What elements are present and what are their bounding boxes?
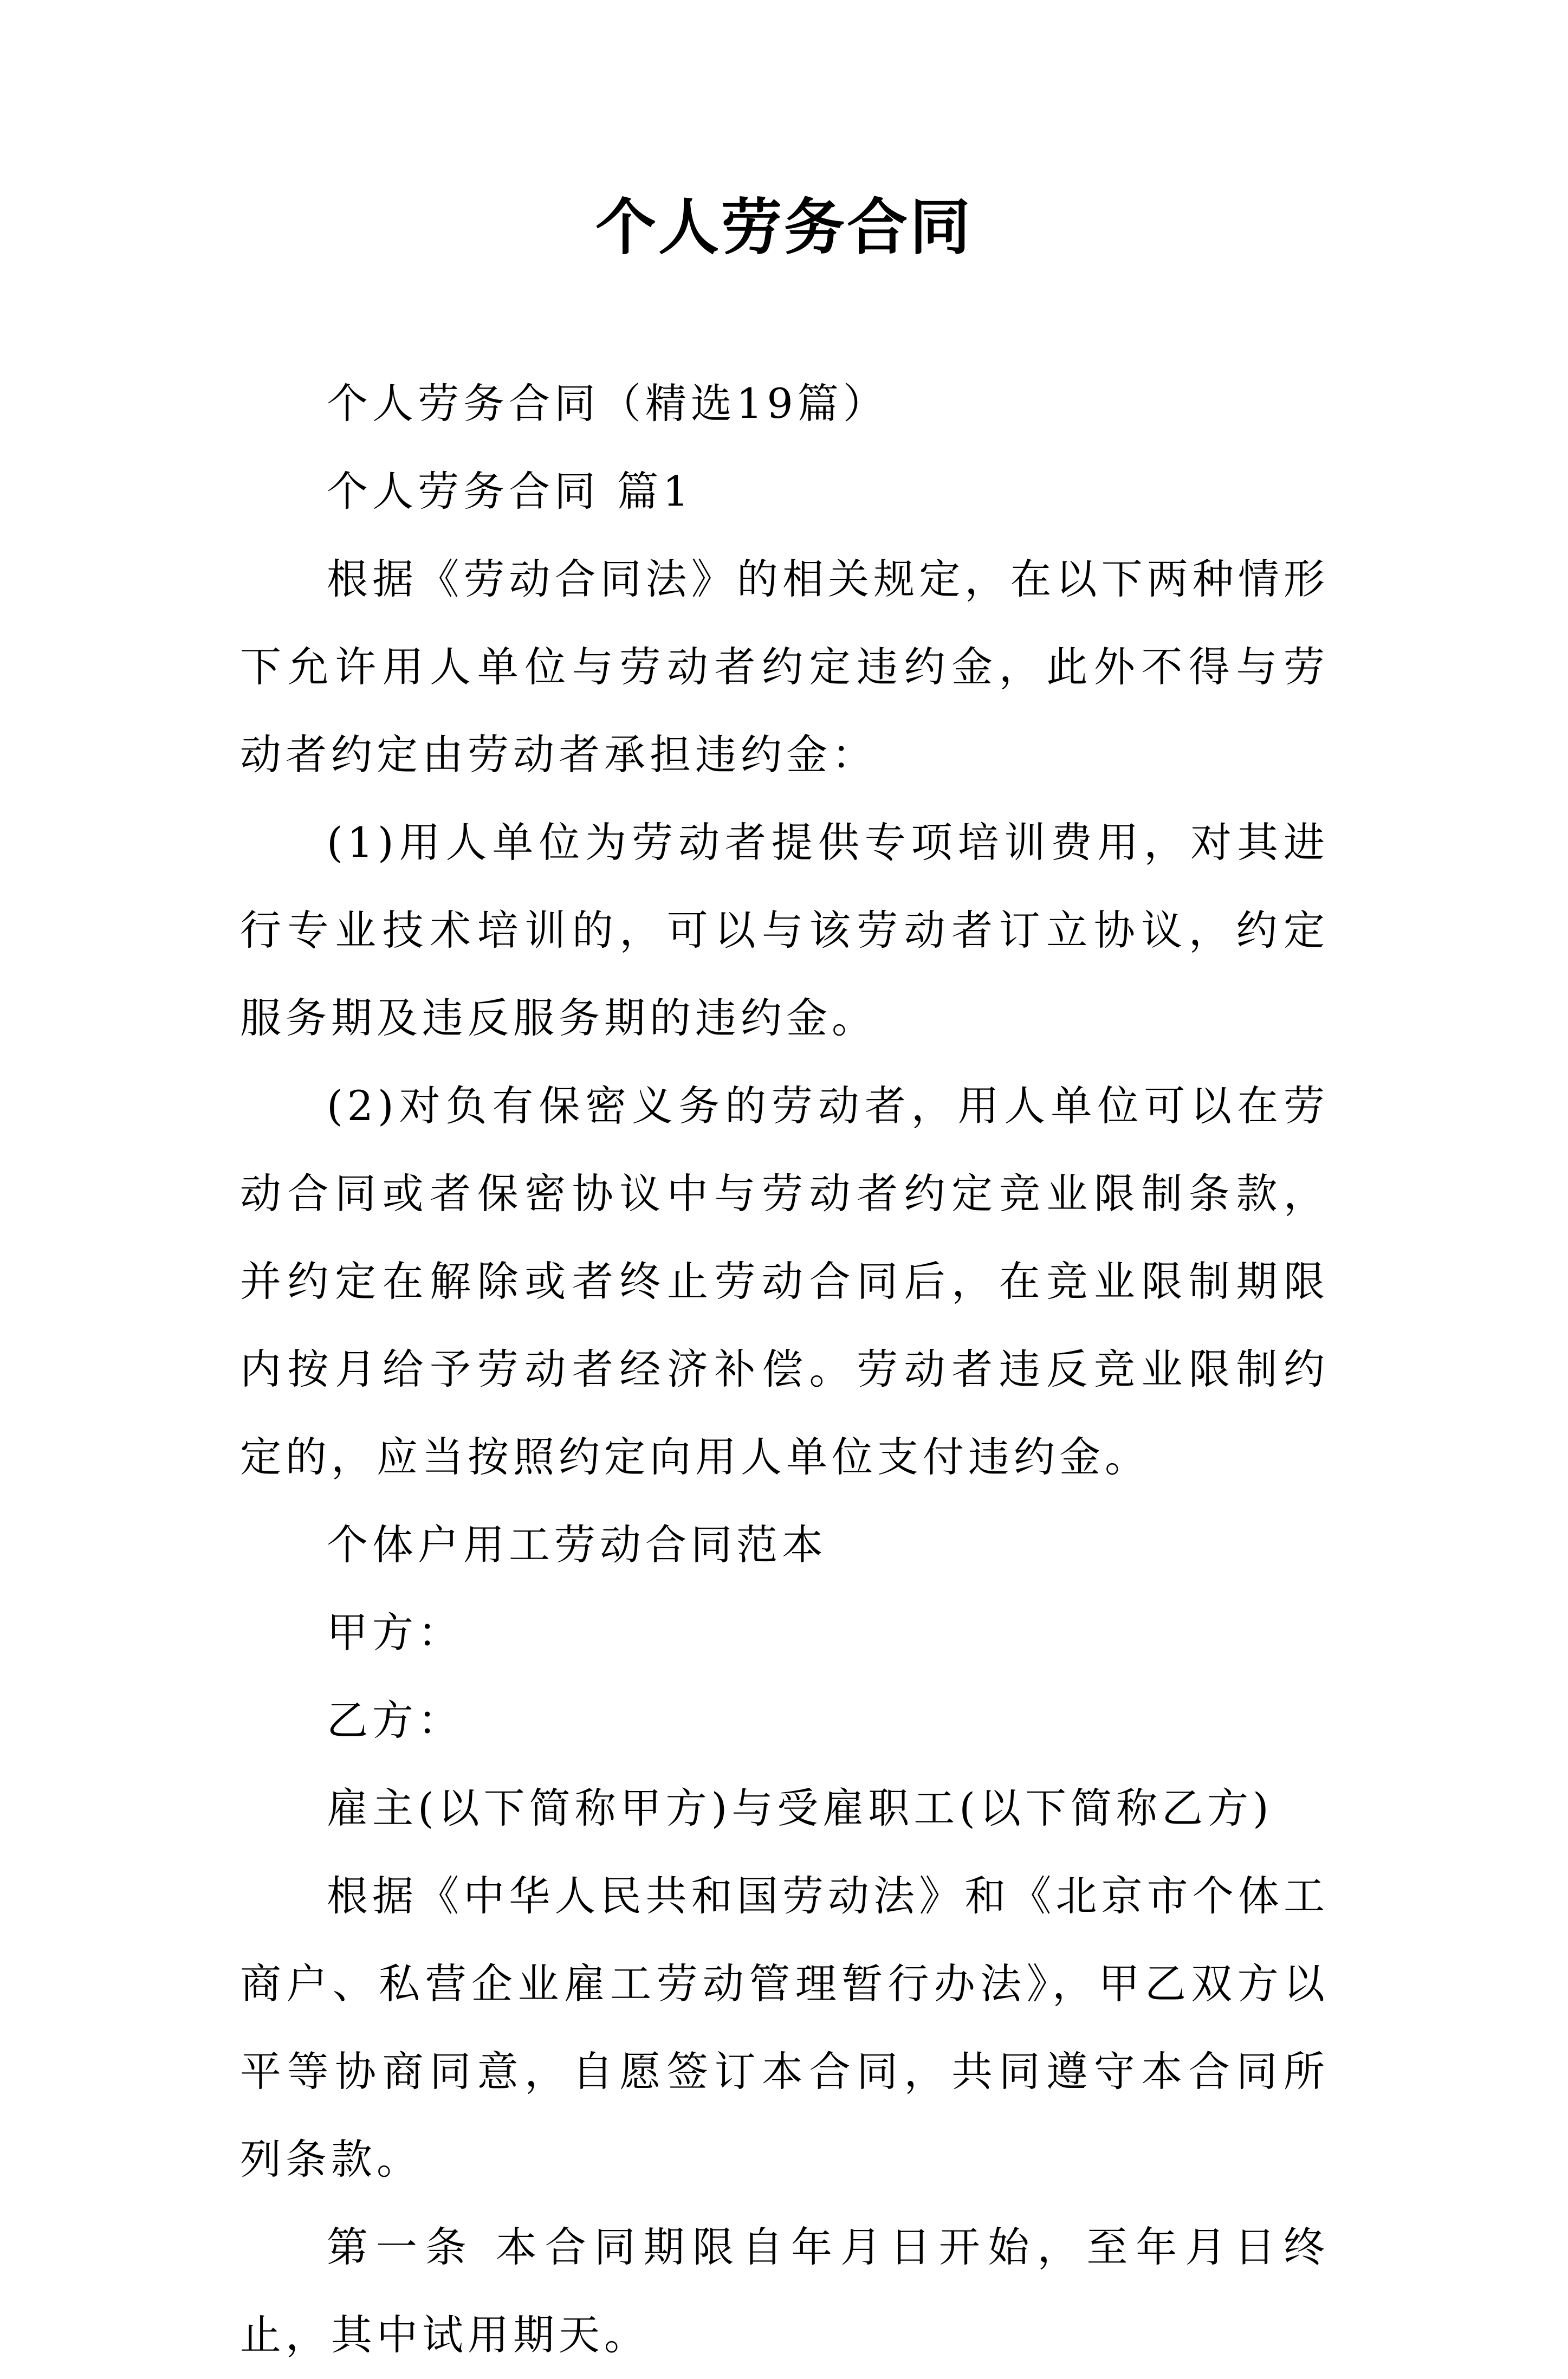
paragraph: (2)对负有保密义务的劳动者，用人单位可以在劳动合同或者保密协议中与劳动者约定竞业限制条款，并约定在解除或者终止劳动合同后，在竞业限制期限内按月给予劳动者经济补偿。劳动者违反竞业限制约定的，应当按照约定向用人单位支付违约金。 [240,1082,1329,1481]
paragraph: 个人劳务合同（精选19篇） [327,379,889,428]
paragraph: 根据《中华人民共和国劳动法》和《北京市个体工商户、私营企业雇工劳动管理暂行办法》，甲乙双方以平等协商同意，自愿签订本合同，共同遵守本合同所列条款。 [240,1872,1329,2183]
document-title: 个人劳务合同 [595,192,973,263]
paragraph: 雇主(以下简称甲方)与受雇职工(以下简称乙方) [327,1784,1273,1832]
paragraph: 乙方： [327,1696,463,1744]
paragraph: 甲方： [327,1608,463,1657]
document-body [240,360,1329,2379]
paragraph: 根据《劳动合同法》的相关规定，在以下两种情形下允许用人单位与劳动者约定违约金，此外不得与劳动者约定由劳动者承担违约金： [240,555,1329,779]
paragraph: 个人劳务合同 篇1 [327,467,694,515]
paragraph: 个体户用工劳动合同范本 [327,1521,827,1569]
paragraph: 第一条 本合同期限自年月日开始，至年月日终止，其中试用期天。 [240,2223,1329,2359]
paragraph: (1)用人单位为劳动者提供专项培训费用，对其进行专业技术培训的，可以与该劳动者订立协议，约定服务期及违反服务期的违约金。 [240,818,1329,1042]
